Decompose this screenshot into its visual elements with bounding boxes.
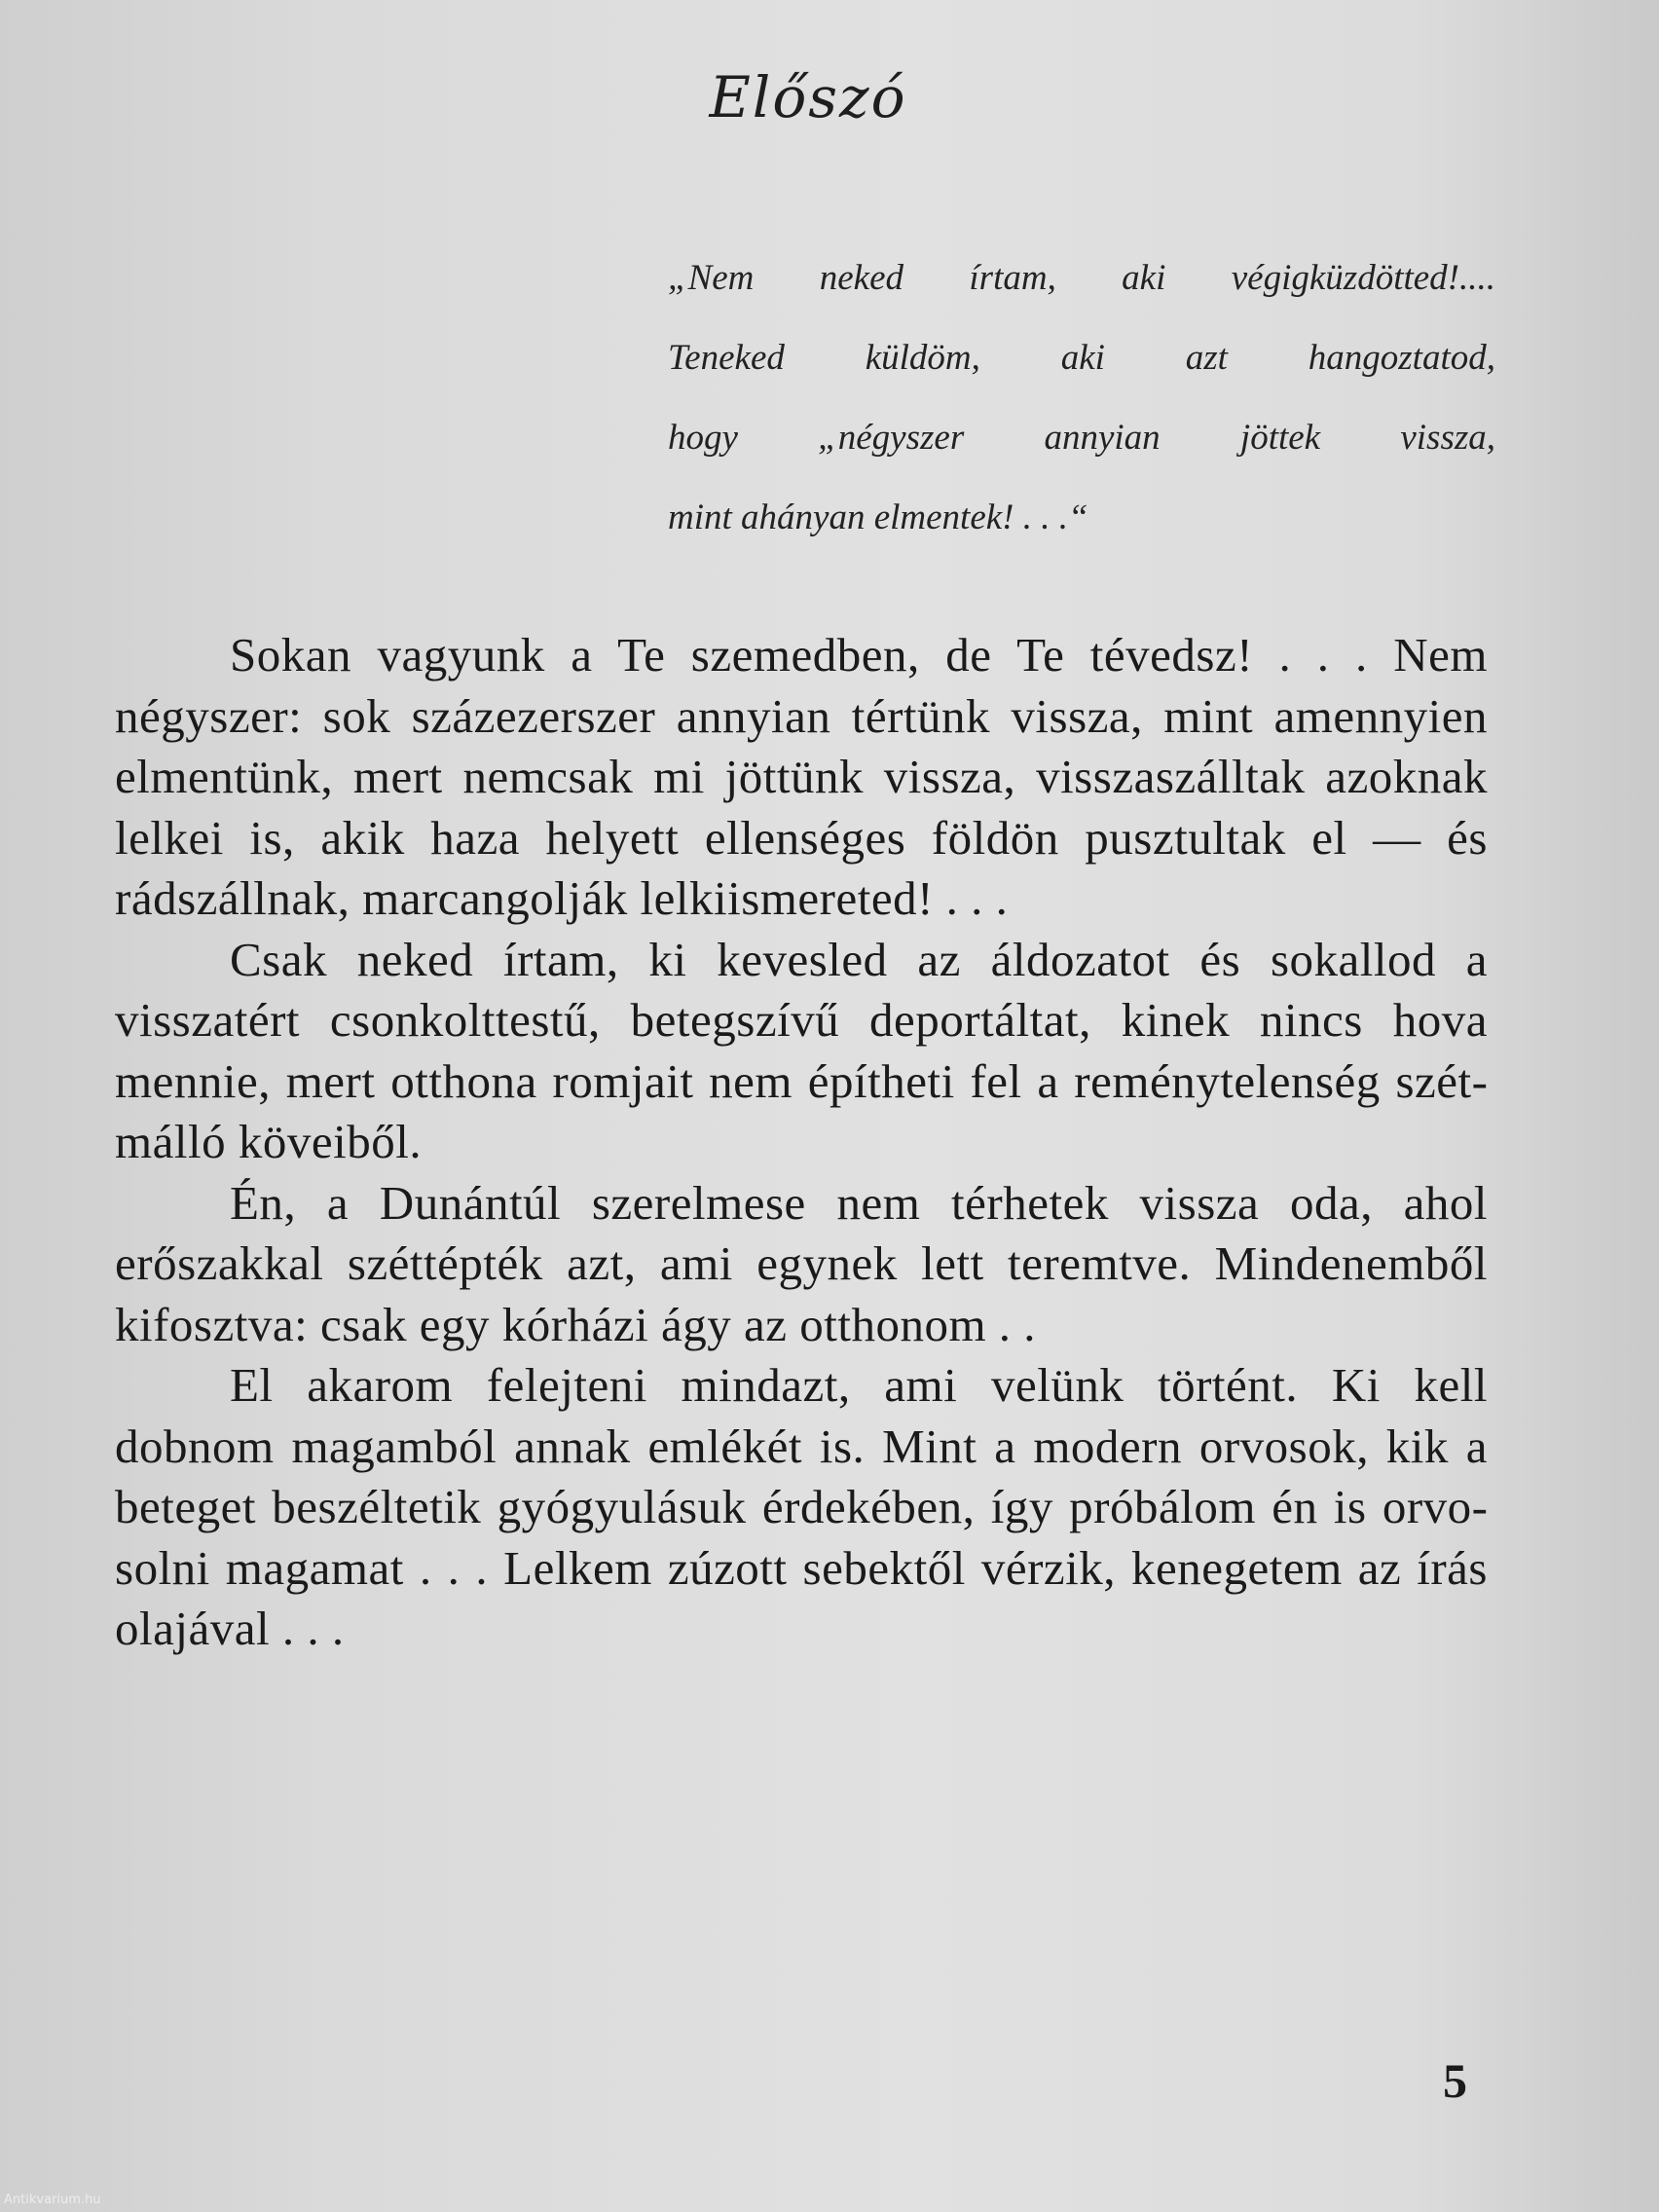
body-text	[115, 625, 1488, 1660]
paragraph: Csak neked írtam, ki kevesled az áldozatot és sokallod a visszatért csonkolttestű, betegszívű deportáltat, kinek nincs hova mennie, mert otthona romjait nem építheti fel a reménytelenség szétmálló köveiből.	[115, 932, 1488, 1168]
page-number: 5	[1443, 2053, 1467, 2108]
page-title: Előszó	[709, 64, 907, 130]
paragraph: Sokan vagyunk a Te szemedben, de Te tévedsz! . . . Nem négyszer: sok százezerszer annyian tértünk vissza, mint amennyien elmentünk, mert nemcsak mi jöttünk vissza, visszaszálltak azoknak lelkei is, akik haza helyett ellenséges földön pusztultak el — és rádszállnak, marcangolják lelkiismereted! . . .	[115, 628, 1488, 925]
paragraph: Én, a Dunántúl szerelmese nem térhetek vissza oda, ahol erőszakkal széttépték azt, ami egynek lett teremtve. Mindenemből kifosztva: csak egy kórházi ágy az otthonom . .	[115, 1175, 1488, 1351]
motto-line: Teneked küldöm, aki azt hangoztatod,	[668, 338, 1495, 378]
paragraph: El akarom felejteni mindazt, ami velünk történt. Ki kell dobnom magamból annak emlékét is. Mint a modern orvosok, kik a beteget beszéltetik gyógyulásuk érdekében, így próbálom én is orvosolni magamat . . . Lelkem zúzott sebektől vérzik, kenegetem az írás olajával . . .	[115, 1358, 1488, 1655]
motto-line: mint ahányan elmentek! . . .“	[668, 498, 1088, 537]
watermark: Antikvarium.hu	[4, 2193, 101, 2207]
motto-line: „Nem neked írtam, aki végigküzdötted!....	[668, 258, 1495, 298]
motto-line: hogy „négyszer annyian jöttek vissza,	[668, 418, 1495, 458]
motto-quote	[668, 239, 1495, 558]
